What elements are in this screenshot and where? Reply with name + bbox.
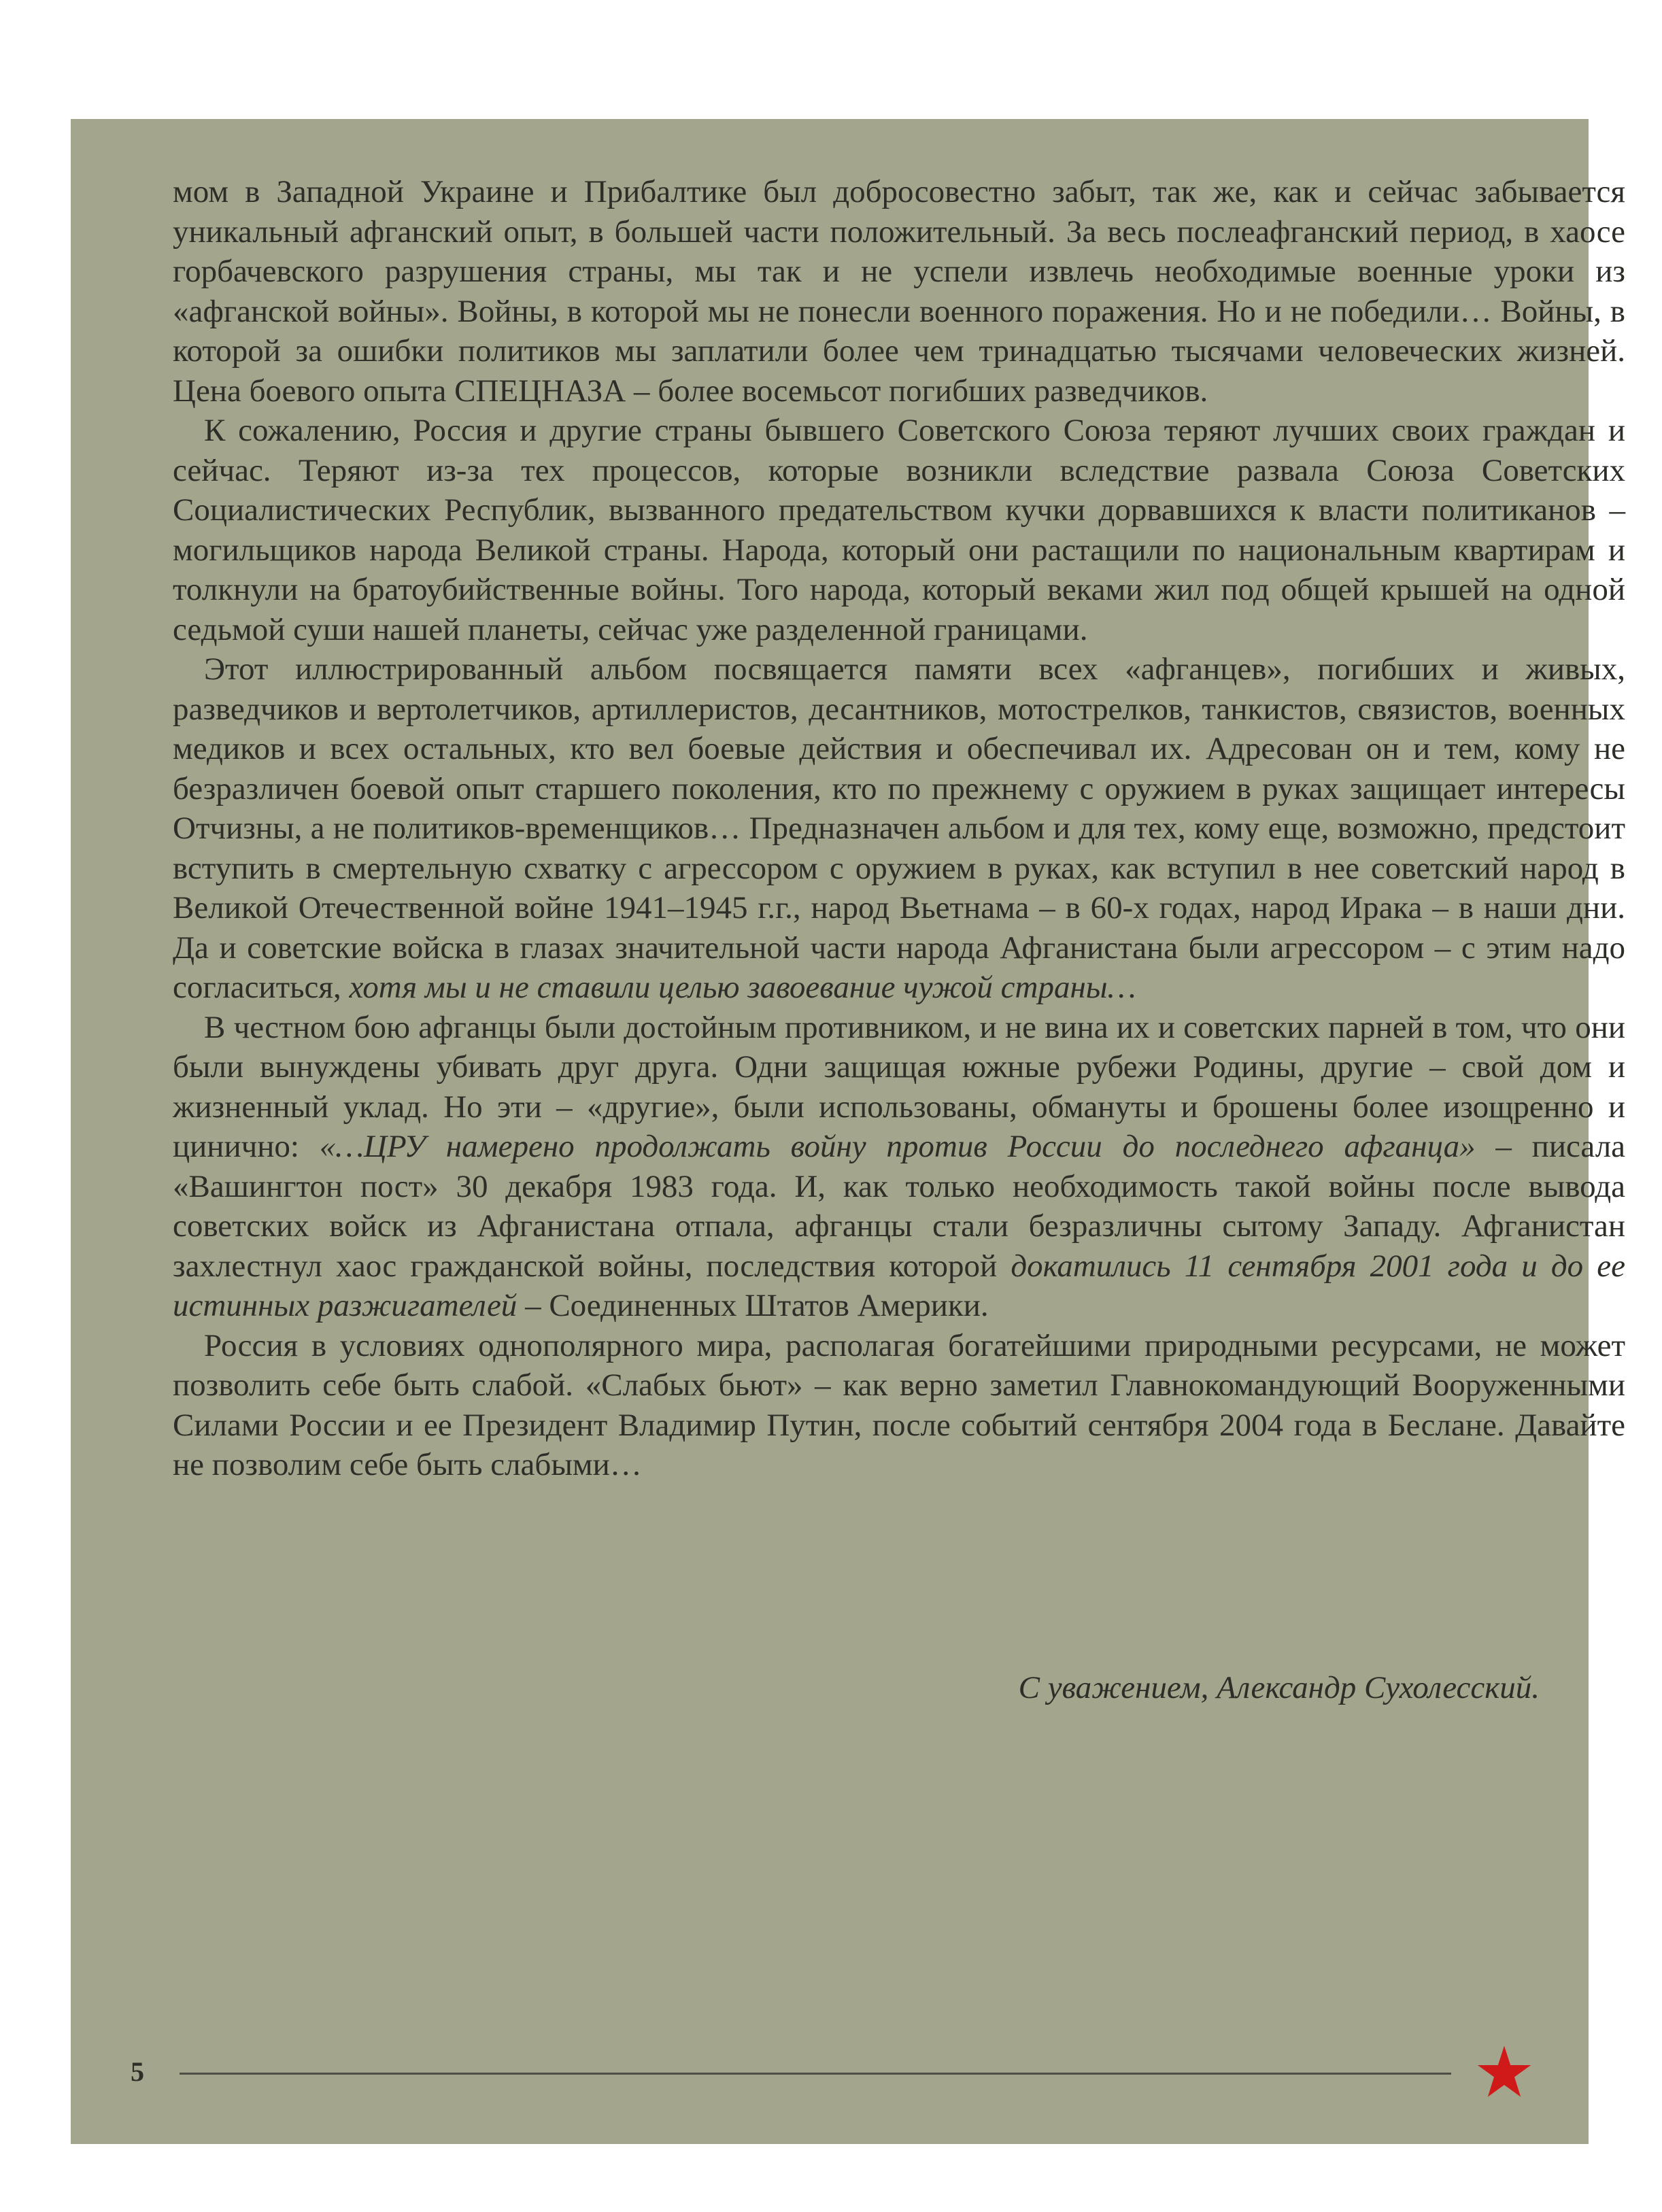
italic-text-segment: «…ЦРУ намерено продолжать войну против России до последнего афганца»: [319, 1129, 1476, 1164]
italic-text-segment: докатились 11 сентября 2001 года и до ее истинных разжигателей: [173, 1248, 1625, 1323]
star-icon: [1476, 2045, 1533, 2099]
paragraph: [173, 172, 1625, 411]
paragraph: [173, 411, 1625, 649]
text-segment: Этот иллюстрированный альбом посвящается памяти всех «афганцев», погибших и живых, разведчиков и вертолетчиков, артиллеристов, десантников, мотострелков, танкистов, связистов, военных медиков и всех остальных, кто вел боевые действия и обеспечивал их. Адресован он и тем, кому не безразличен боевой опыт старшего поколения, кто по прежнему с оружием в руках защищает интересы Отчизны, а не политиков-временщиков… Предназначен альбом и для тех, кому еще, возможно, предстоит вступить в смертельную схватку с агрессором с оружием в руках, как вступил в нее советский народ в Великой Отечественной войне 1941–1945 г.г., народ Вьетнама – в 60-х годах, народ Ирака – в наши дни. Да и советские войска в глазах значительной части народа Афганистана были агрессором – с этим надо согласиться,: [173, 651, 1625, 1005]
paragraph: [173, 1326, 1625, 1485]
paragraph: [173, 1008, 1625, 1326]
body-text: [173, 172, 1625, 1485]
text-segment: К сожалению, Россия и другие страны бывшего Советского Союза теряют лучших своих граждан и сейчас. Теряют из-за тех процессов, которые возникли вследствие развала Союза Советских Социалистических Республик, вызванного предательством кучки дорвавшихся к власти политиканов – могильщиков народа Великой страны. Народа, который они растащили по национальным квартирам и толкнули на братоубийственные войны. Того народа, который веками жил под общей крышей на одной седьмой суши нашей планеты, сейчас уже разделенной границами.: [173, 413, 1625, 647]
paragraph: [173, 649, 1625, 1008]
scanned-page: [71, 119, 1626, 2144]
text-segment: – писала «Вашингтон пост» 30 декабря 1983 года. И, как только необходимость такой войны после вывода советских войск из Афганистана отпала, афганцы стали безразличны сытому Западу. Афганистан захлестнул хаос гражданской войны, последствия которой: [173, 1129, 1626, 1284]
footer-rule: [180, 2073, 1451, 2075]
italic-text-segment: хотя мы и не ставили целью завоевание чужой страны…: [349, 970, 1136, 1005]
page-number: 5: [131, 2056, 144, 2087]
text-segment: – Соединенных Штатов Америки.: [517, 1288, 989, 1323]
star-shape: [1478, 2046, 1531, 2097]
text-segment: В честном бою афганцы были достойным противником, и не вина их и советских парней в том, что они были вынуждены убивать друг друга. Одни защищая южные рубежи Родины, другие – свой дом и жизненный уклад. Но эти – «другие», были использованы, обмануты и брошены более изощренно и цинично:: [173, 1009, 1625, 1164]
text-segment: мом в Западной Украине и Прибалтике был добросовестно забыт, так же, как и сейчас забывается уникальный афганский опыт, в большей части положительный. За весь послеафганский период, в хаосе горбачевского разрушения страны, мы так и не успели извлечь необходимые военные уроки из «афганской войны». Войны, в которой мы не понесли военного поражения. Но и не победили… Войны, в которой за ошибки политиков мы заплатили более чем тринадцатью тысячами человеческих жизней. Цена боевого опыта СПЕЦНАЗА – более восемьсот погибших разведчиков.: [173, 174, 1625, 409]
text-segment: Россия в условиях однополярного мира, располагая богатейшими природными ресурсами, не может позволить себе быть слабой. «Слабых бьют» – как верно заметил Главнокомандующий Вооруженными Силами России и ее Президент Владимир Путин, после событий сентября 2004 года в Беслане. Давайте не позволим себе быть слабыми…: [173, 1327, 1625, 1482]
author-signature: С уважением, Александр Сухолесский.: [1018, 1670, 1540, 1705]
